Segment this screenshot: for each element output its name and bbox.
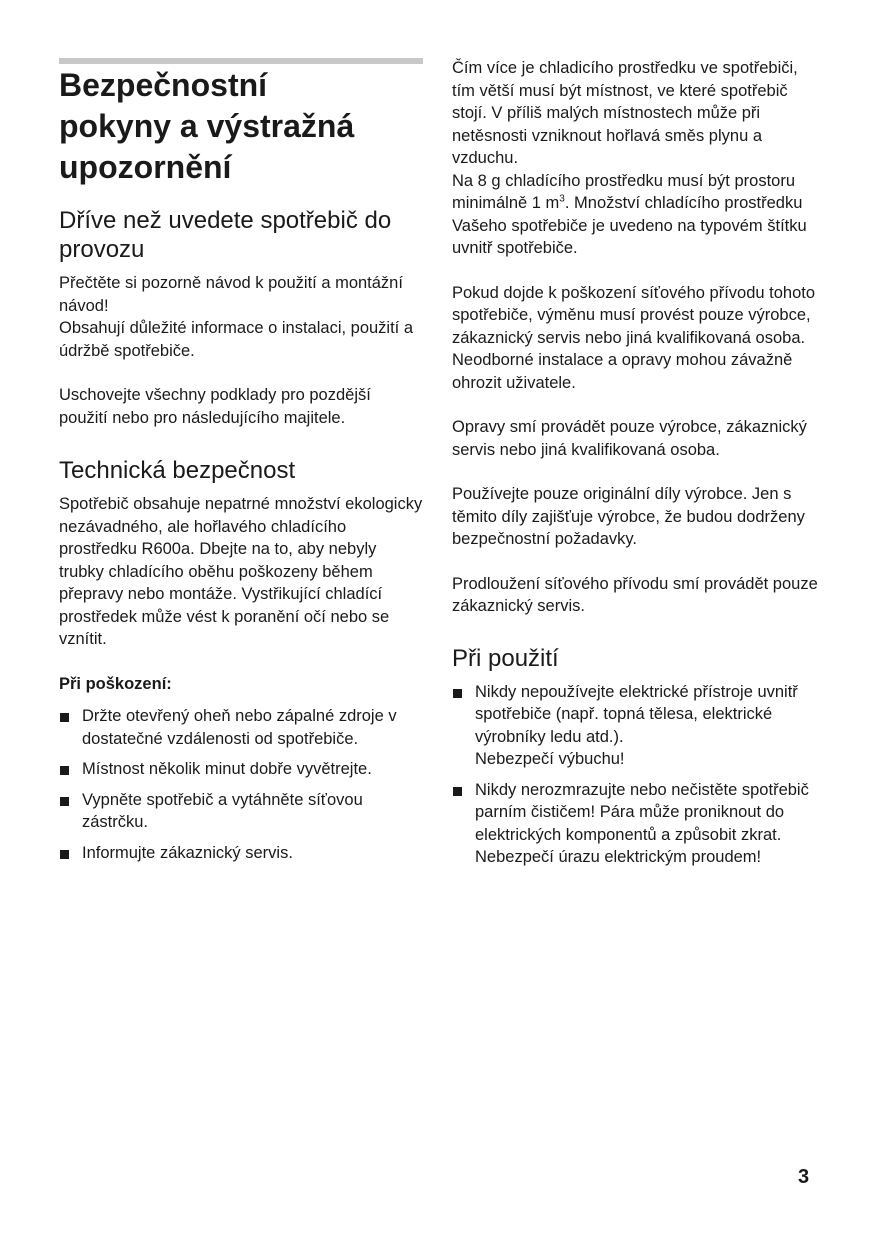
- list-item: Informujte zákaznický servis.: [59, 842, 423, 865]
- read-manual-text: Přečtěte si pozorně návod k použití a montážní návod!: [59, 274, 403, 315]
- usage-list: [452, 681, 820, 869]
- list-item-text: Nikdy nerozmrazujte nebo nečistěte spotřebič parním čističem! Pára může proniknout do elektrických komponentů a způsobit zkrat.: [475, 780, 809, 844]
- electric-shock-warning: Nebezpečí úrazu elektrickým proudem!: [475, 848, 762, 866]
- list-item: [452, 779, 820, 869]
- power-cord-damage-text: Pokud dojde k poškození síťového přívodu tohoto spotřebiče, výměnu musí provést pouze výrobce, zákaznický servis nebo jiná kvalifikovaná osoba.: [452, 283, 816, 347]
- section-heading-during-use: Při použití: [452, 644, 559, 672]
- left-column: [59, 62, 423, 864]
- list-item: [452, 681, 820, 771]
- page-title: [59, 62, 423, 188]
- refrigerant-volume-text-a: Na 8 g chladícího prostředku musí být prostoru minimálně 1 m: [452, 171, 796, 212]
- list-item: Držte otevřený oheň nebo zápalné zdroje v dostatečné vzdálenosti od spotřebiče.: [59, 705, 423, 750]
- list-item-text: Nikdy nepoužívejte elektrické přístroje uvnitř spotřebiče (např. topná tělesa, elektrické výrobníky ledu atd.).: [475, 682, 798, 746]
- explosion-warning: Nebezpečí výbuchu!: [475, 750, 625, 768]
- refrigerant-volume-text: [452, 170, 820, 260]
- damage-subheading: Při poškození:: [59, 674, 172, 693]
- room-size-text: Čím více je chladicího prostředku ve spotřebiči, tím větší musí být místnost, ve které spotřebič stojí. V příliš malých místnostech může při netěsnosti vzniknout hořlavá směs plynu a vzduchu.: [452, 59, 798, 167]
- repairs-text: Opravy smí provádět pouze výrobce, zákaznický servis nebo jiná kvalifikovaná osoba.: [452, 418, 807, 459]
- improper-repair-text: Neodborné instalace a opravy mohou závažně ohrozit uživatele.: [452, 351, 793, 392]
- manual-contents-text: Obsahují důležité informace o instalaci, použití a údržbě spotřebiče.: [59, 319, 414, 360]
- refrigerant-text: Spotřebič obsahuje nepatrné množství ekologicky nezávadného, ale hořlavého chladícího prostředku R600a. Dbejte na to, aby nebyly trubky chladícího oběhu poškozeny během přepravy nebo montáže. Vystřikující chladící prostředek může vést k poranění očí nebo se vznítit.: [59, 495, 423, 648]
- list-item: Místnost několik minut dobře vyvětrejte.: [59, 758, 423, 781]
- refrigerant-volume-text-b: . Množství chladícího prostředku Vašeho spotřebiče je uvedeno na typovém štítku uvnitř spotřebiče.: [452, 194, 807, 257]
- page-title-line-2: pokyny a výstražná: [59, 108, 355, 144]
- page-title-line-3: upozornění: [59, 149, 232, 185]
- section-heading-before-use: Dříve než uvedete spotřebič do provozu: [59, 207, 392, 263]
- keep-documents-text: Uschovejte všechny podklady pro pozdější použití nebo pro následujícího majitele.: [59, 386, 371, 427]
- right-column: [452, 57, 820, 869]
- section-heading-technical-safety: Technická bezpečnost: [59, 457, 296, 484]
- cord-extension-text: Prodloužení síťového přívodu smí provádět pouze zákaznický servis.: [452, 574, 818, 615]
- page-title-line-1: Bezpečnostní: [59, 67, 268, 103]
- original-parts-text: Používejte pouze originální díly výrobce. Jen s těmito díly zajišťuje výrobce, že budou dodrženy bezpečnostní požadavky.: [452, 485, 805, 548]
- page-number: 3: [798, 1166, 810, 1188]
- damage-list: [59, 705, 423, 864]
- list-item: Vypněte spotřebič a vytáhněte síťovou zástrčku.: [59, 789, 423, 834]
- cubic-superscript: 3: [559, 193, 565, 205]
